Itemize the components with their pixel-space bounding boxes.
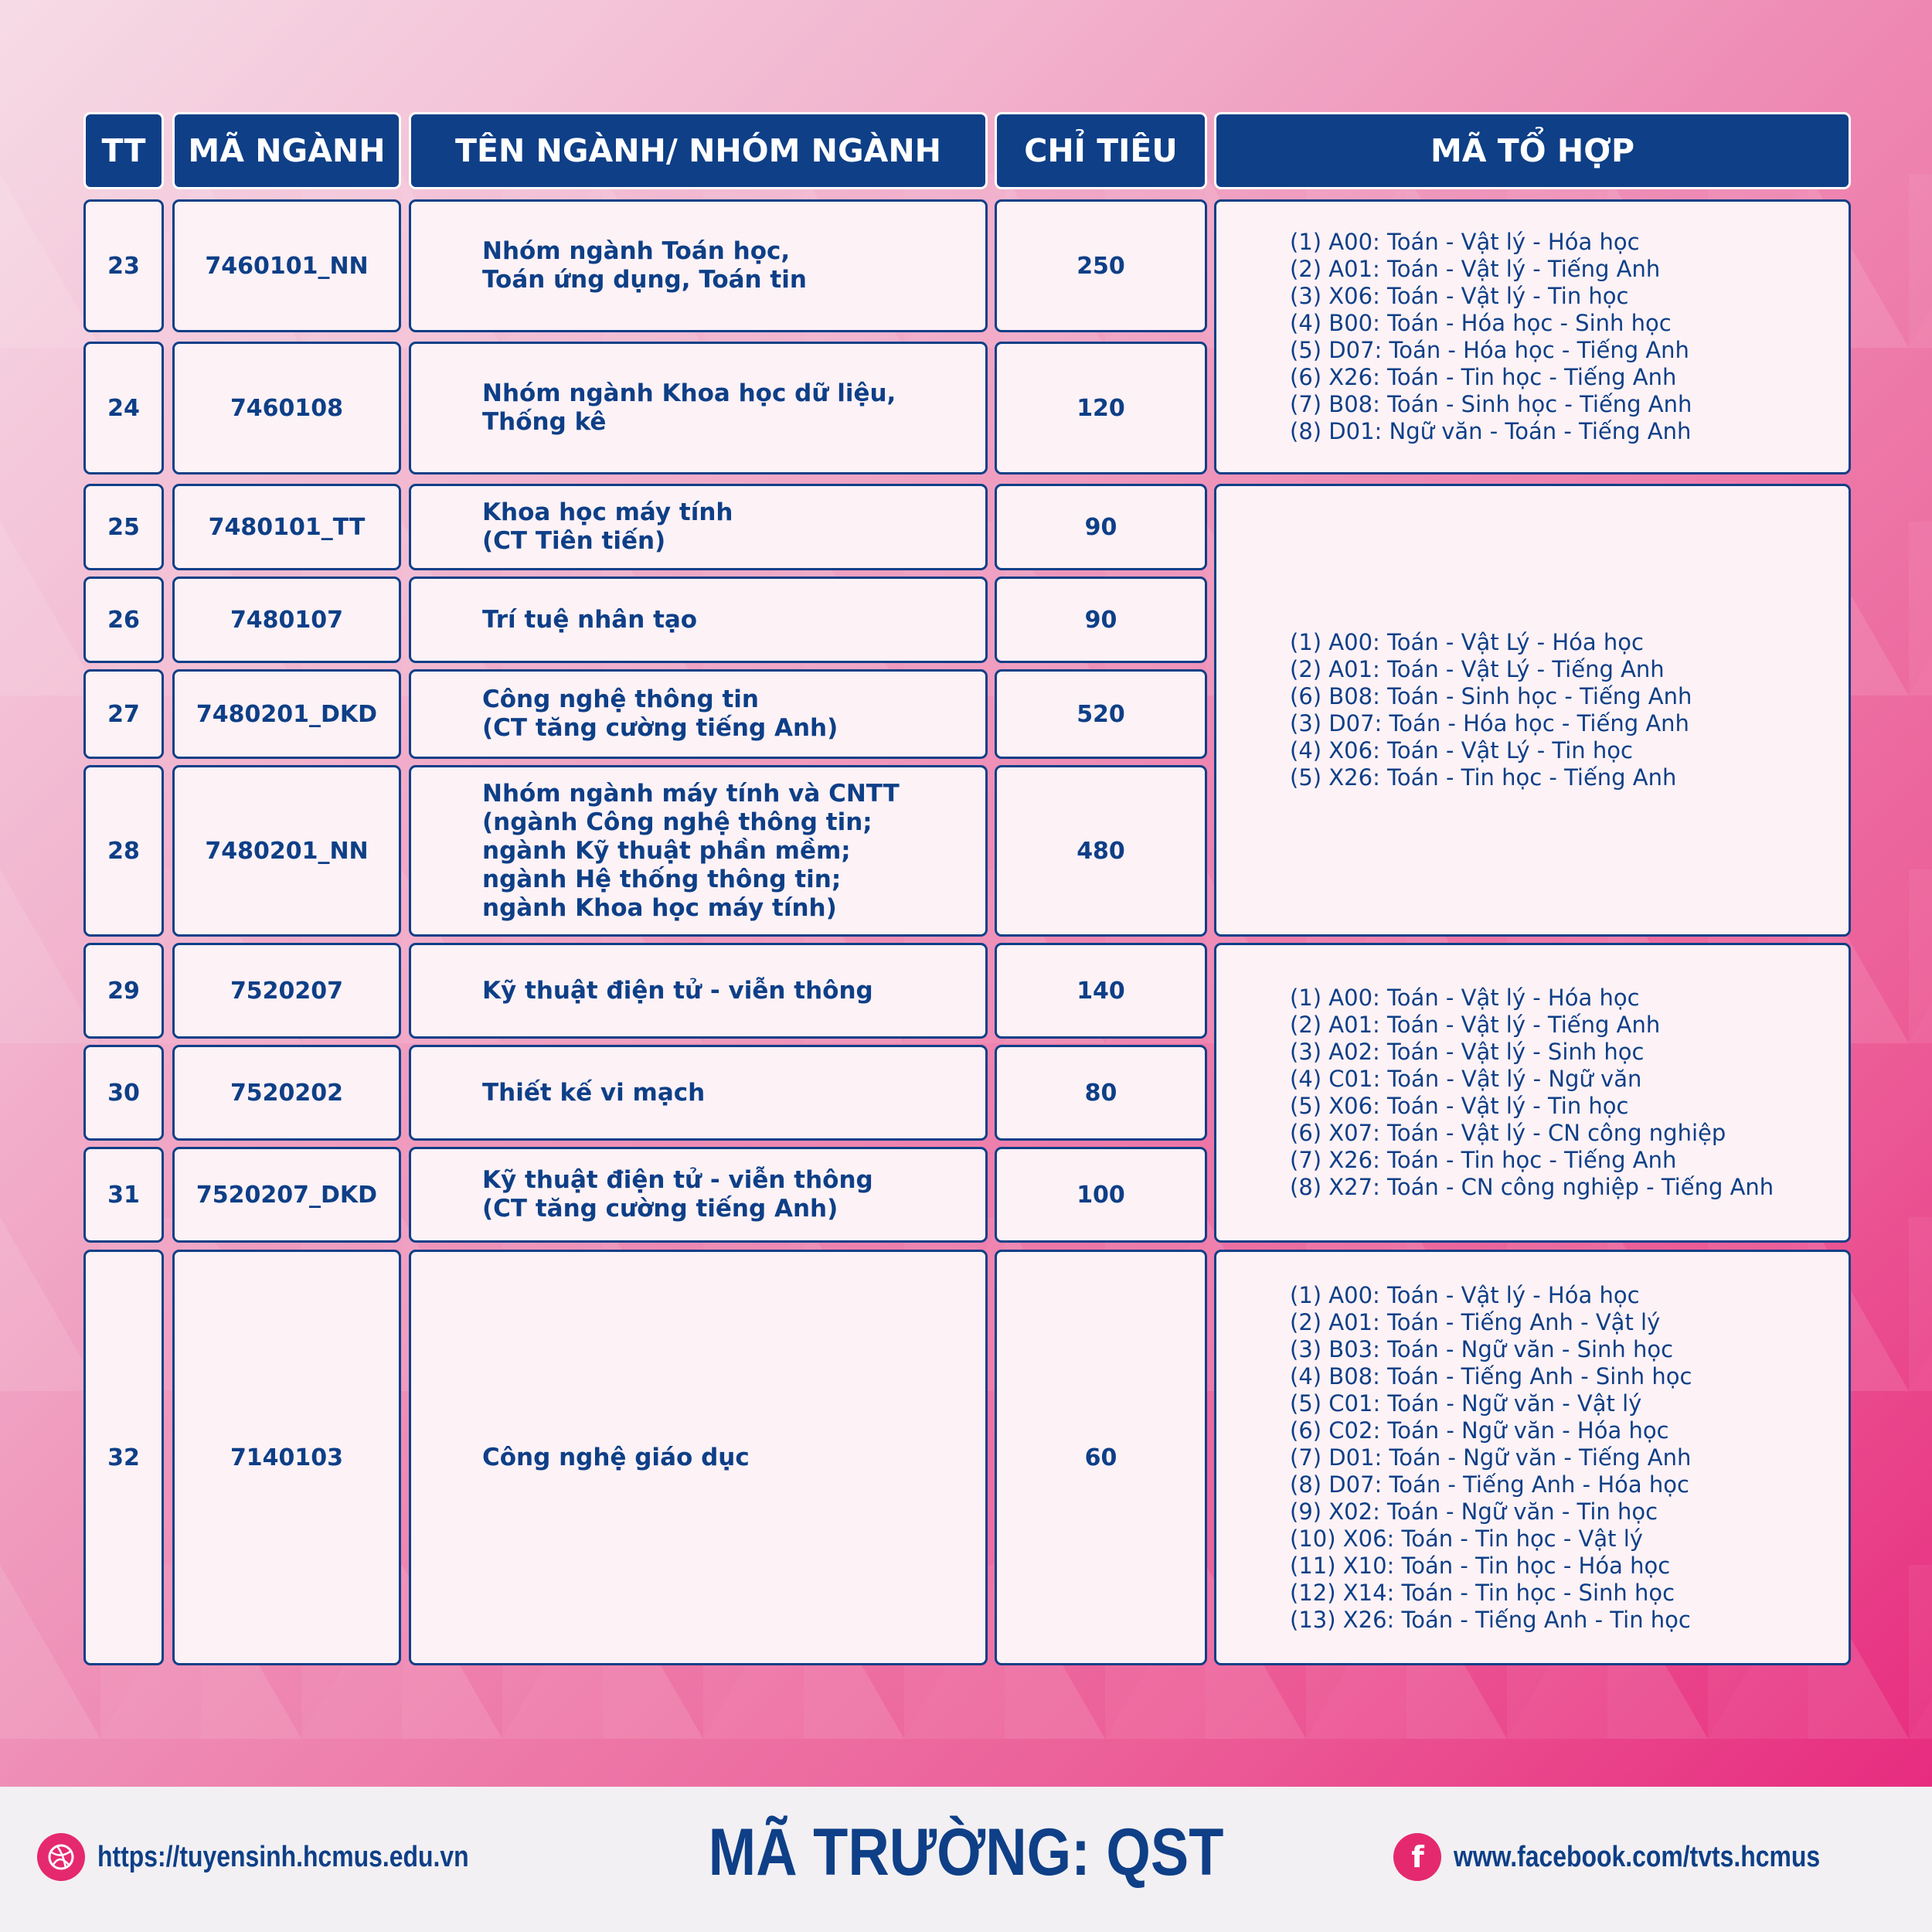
row-name — [409, 943, 988, 1039]
combo-line: (4) C01: Toán - Vật lý - Ngữ văn — [1290, 1066, 1642, 1092]
row-code: 7460108 — [172, 342, 401, 474]
combo-line: (2) A01: Toán - Vật lý - Tiếng Anh — [1290, 256, 1661, 282]
row-name-line: Nhóm ngành Khoa học dữ liệu, — [482, 379, 896, 407]
row-name-line: ngành Hệ thống thông tin; — [482, 865, 842, 893]
row-name-line: Nhóm ngành máy tính và CNTT — [482, 779, 900, 808]
row-name — [409, 484, 988, 570]
combo-line: (6) X07: Toán - Vật lý - CN công nghiệp — [1290, 1120, 1726, 1146]
combo-line: (12) X14: Toán - Tin học - Sinh học — [1290, 1579, 1675, 1606]
combo-line: (6) X26: Toán - Tin học - Tiếng Anh — [1290, 364, 1677, 390]
row-tt: 26 — [83, 577, 164, 663]
row-name — [409, 199, 988, 332]
combo-line: (3) B03: Toán - Ngữ văn - Sinh học — [1290, 1335, 1674, 1362]
row-name-line: Toán ứng dụng, Toán tin — [482, 266, 807, 294]
row-name-line: Trí tuệ nhân tạo — [482, 605, 698, 634]
combo-group — [1214, 484, 1851, 937]
header-chi-tieu: CHỈ TIÊU — [995, 112, 1207, 189]
school-code: MÃ TRƯỜNG: QST — [708, 1815, 1224, 1889]
combo-line: (2) A01: Toán - Vật Lý - Tiếng Anh — [1290, 656, 1665, 682]
combo-group — [1214, 1250, 1851, 1665]
combo-line: (5) D07: Toán - Hóa học - Tiếng Anh — [1290, 337, 1689, 363]
combo-line: (1) A00: Toán - Vật lý - Hóa học — [1290, 229, 1640, 255]
row-quota: 120 — [995, 342, 1207, 474]
combo-line: (3) D07: Toán - Hóa học - Tiếng Anh — [1290, 710, 1689, 736]
row-quota: 520 — [995, 669, 1207, 759]
row-name — [409, 1147, 988, 1243]
footer — [0, 1787, 1932, 1932]
row-code: 7480201_DKD — [172, 669, 401, 759]
row-name — [409, 342, 988, 474]
row-code: 7520207 — [172, 943, 401, 1039]
row-name-line: Thiết kế vi mạch — [482, 1078, 706, 1107]
row-tt: 28 — [83, 765, 164, 937]
website-url[interactable]: https://tuyensinh.hcmus.edu.vn — [97, 1840, 469, 1873]
row-name — [409, 1045, 988, 1141]
combo-line: (1) A00: Toán - Vật lý - Hóa học — [1290, 985, 1640, 1011]
row-quota: 80 — [995, 1045, 1207, 1141]
row-name-line: (ngành Công nghệ thông tin; — [482, 808, 872, 836]
row-code: 7520207_DKD — [172, 1147, 401, 1243]
row-name-line: Khoa học máy tính — [482, 498, 733, 526]
row-code: 7480107 — [172, 577, 401, 663]
row-tt: 24 — [83, 342, 164, 474]
facebook-icon: f — [1393, 1833, 1441, 1881]
row-quota: 140 — [995, 943, 1207, 1039]
row-code: 7140103 — [172, 1250, 401, 1665]
combo-line: (9) X02: Toán - Ngữ văn - Tin học — [1290, 1498, 1658, 1525]
header-ma-nganh: MÃ NGÀNH — [172, 112, 401, 189]
combo-group — [1214, 199, 1851, 474]
combo-line: (8) D07: Toán - Tiếng Anh - Hóa học — [1290, 1471, 1689, 1498]
combo-line: (1) A00: Toán - Vật lý - Hóa học — [1290, 1281, 1640, 1308]
header-ma-to-hop: MÃ TỔ HỢP — [1214, 112, 1851, 189]
combo-line: (6) B08: Toán - Sinh học - Tiếng Anh — [1290, 683, 1692, 709]
row-name — [409, 669, 988, 759]
row-tt: 30 — [83, 1045, 164, 1141]
combo-line: (8) D01: Ngữ văn - Toán - Tiếng Anh — [1290, 418, 1692, 444]
row-quota: 100 — [995, 1147, 1207, 1243]
combo-line: (8) X27: Toán - CN công nghiệp - Tiếng Anh — [1290, 1174, 1774, 1200]
row-name — [409, 577, 988, 663]
row-name-line: Công nghệ thông tin — [482, 685, 759, 713]
combo-line: (4) B00: Toán - Hóa học - Sinh học — [1290, 310, 1672, 336]
combo-line: (13) X26: Toán - Tiếng Anh - Tin học — [1290, 1606, 1691, 1633]
row-name-line: ngành Kỹ thuật phần mềm; — [482, 836, 851, 865]
combo-line: (4) X06: Toán - Vật Lý - Tin học — [1290, 737, 1633, 764]
row-quota: 480 — [995, 765, 1207, 937]
row-code: 7520202 — [172, 1045, 401, 1141]
header-tt: TT — [83, 112, 164, 189]
row-name — [409, 1250, 988, 1665]
combo-line: (10) X06: Toán - Tin học - Vật lý — [1290, 1525, 1643, 1552]
combo-line: (7) B08: Toán - Sinh học - Tiếng Anh — [1290, 391, 1692, 417]
row-code: 7480101_TT — [172, 484, 401, 570]
combo-line: (4) B08: Toán - Tiếng Anh - Sinh học — [1290, 1362, 1692, 1389]
combo-line: (5) X26: Toán - Tin học - Tiếng Anh — [1290, 764, 1677, 791]
row-tt: 25 — [83, 484, 164, 570]
row-tt: 31 — [83, 1147, 164, 1243]
row-name-line: Kỹ thuật điện tử - viễn thông — [482, 1166, 873, 1194]
combo-line: (3) A02: Toán - Vật lý - Sinh học — [1290, 1039, 1645, 1065]
combo-line: (6) C02: Toán - Ngữ văn - Hóa học — [1290, 1417, 1669, 1444]
row-name — [409, 765, 988, 937]
combo-line: (5) C01: Toán - Ngữ văn - Vật lý — [1290, 1389, 1642, 1417]
combo-line: (2) A01: Toán - Tiếng Anh - Vật lý — [1290, 1308, 1661, 1335]
facebook-link[interactable] — [1393, 1833, 1890, 1881]
row-quota: 90 — [995, 484, 1207, 570]
row-name-line: (CT tăng cường tiếng Anh) — [482, 714, 838, 742]
row-tt: 23 — [83, 199, 164, 332]
row-name-line: Thống kê — [482, 408, 607, 436]
row-name-line: Nhóm ngành Toán học, — [482, 237, 791, 265]
row-name-line: (CT tăng cường tiếng Anh) — [482, 1195, 838, 1223]
row-quota: 250 — [995, 199, 1207, 332]
row-tt: 32 — [83, 1250, 164, 1665]
combo-line: (2) A01: Toán - Vật lý - Tiếng Anh — [1290, 1012, 1661, 1038]
combo-line: (3) X06: Toán - Vật lý - Tin học — [1290, 283, 1629, 309]
row-tt: 29 — [83, 943, 164, 1039]
row-code: 7480201_NN — [172, 765, 401, 937]
combo-line: (11) X10: Toán - Tin học - Hóa học — [1290, 1552, 1671, 1579]
row-name-line: (CT Tiên tiến) — [482, 527, 666, 555]
row-code: 7460101_NN — [172, 199, 401, 332]
combo-group — [1214, 943, 1851, 1243]
row-name-line: ngành Khoa học máy tính) — [482, 893, 837, 922]
header-ten-nganh: TÊN NGÀNH/ NHÓM NGÀNH — [409, 112, 988, 189]
facebook-url[interactable]: www.facebook.com/tvts.hcmus — [1454, 1840, 1821, 1873]
combo-line: (5) X06: Toán - Vật lý - Tin học — [1290, 1093, 1629, 1119]
row-quota: 90 — [995, 577, 1207, 663]
combo-line: (7) D01: Toán - Ngữ văn - Tiếng Anh — [1290, 1444, 1692, 1471]
dribbble-icon — [37, 1833, 85, 1881]
row-quota: 60 — [995, 1250, 1207, 1665]
combo-line: (1) A00: Toán - Vật Lý - Hóa học — [1290, 629, 1644, 655]
combo-line: (7) X26: Toán - Tin học - Tiếng Anh — [1290, 1147, 1677, 1173]
row-name-line: Công nghệ giáo dục — [482, 1443, 750, 1471]
row-name-line: Kỹ thuật điện tử - viễn thông — [482, 976, 873, 1005]
row-tt: 27 — [83, 669, 164, 759]
